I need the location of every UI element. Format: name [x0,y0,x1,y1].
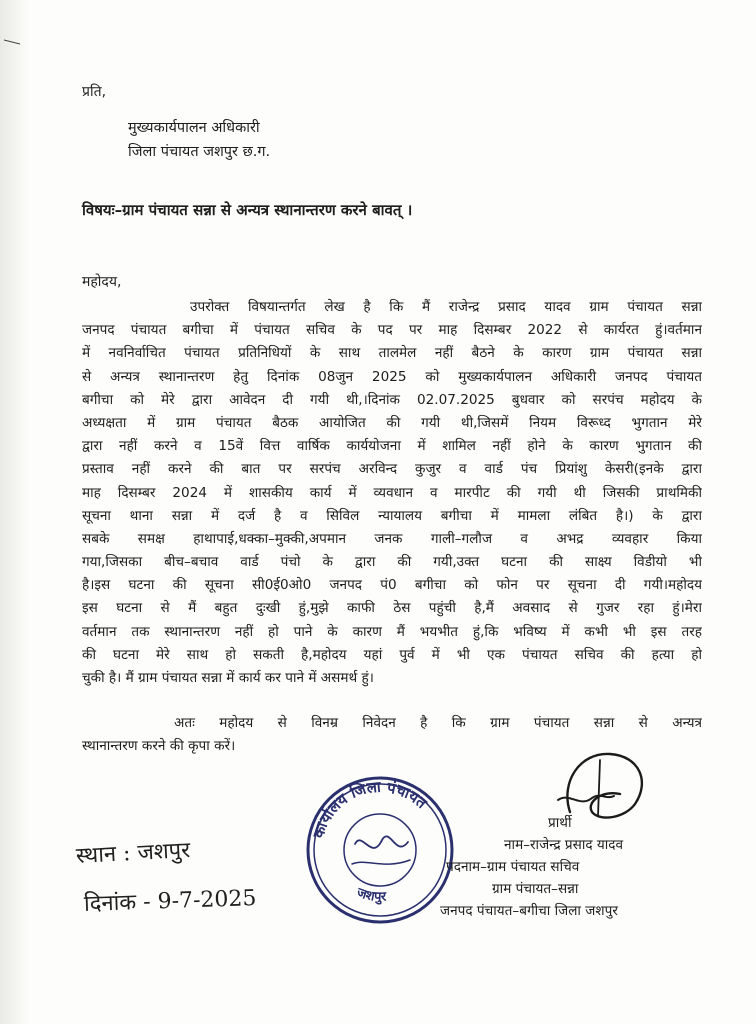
body-line: माह दिसम्बर 2024 में शासकीय कार्य में व्यवधान व मारपीट की गयी थी जिसकी प्राथमिकी [82,484,702,501]
paper-shadow [0,0,30,1024]
request-line: अतः महोदय से विनम्र निवेदन है कि ग्राम पंचायत सन्ना से अन्यत्र [174,715,702,731]
body-line: इस घटना से मैं बहुत दुःखी हुं,मुझे काफी ठेस पहुंची है,मैं अवसाद से गुजर रहा हुं।मेरा [82,600,702,617]
body-line: द्वारा नहीं करने व 15वें वित्त वार्षिक कार्ययोजना में शामिल नहीं होने के कारण भुगतान की [82,438,702,455]
subject-line: विषयः–ग्राम पंचायत सन्ना से अन्यत्र स्थानान्तरण करने बावत् । [82,201,413,219]
applicant-panchayat: ग्राम पंचायत–सन्ना [492,881,579,897]
applicant-label: प्रार्थी [548,815,572,831]
body-line: वर्तमान तक स्थानान्तरण नहीं हो पाने के कारण मैं भयभीत हुं,कि भविष्य में कभी भी इस तरह [82,623,702,640]
body-line: सूचना थाना सन्ना में दर्ज है व सिविल न्यायालय बगीचा में मामला लंबित है।) के द्वारा [82,507,702,524]
handwritten-date: दिनांक - 9-7-2025 [83,885,257,917]
svg-text:कार्यालय जिला पंचायत: कार्यालय जिला पंचायत [309,777,431,841]
body-line: की घटना मेरे साथ हो सकती है,महोदय यहां पुर्व में भी एक पंचायत सचिव की हत्या हो [82,646,702,663]
applicant-designation: पदनाम–ग्राम पंचायत सचिव [446,859,580,875]
body-line: है।इस घटना की सूचना सी0ई0ओ0 जनपद पं0 बगीचा को फोन पर सूचना दी गयी।महोदय [82,577,702,594]
body-line: में नवनिर्वाचित पंचायत प्रतिनिधियों के साथ तालमेल नहीं बैठने के कारण ग्राम पंचायत सन्ना [82,345,702,362]
applicant-name: नाम–राजेन्द्र प्रसाद यादव [504,837,624,853]
body-line: चुकी है। मैं ग्राम पंचायत सन्ना में कार्य कर पाने में असमर्थ हुं। [82,670,374,686]
letter-body [82,296,702,690]
body-line: गया,जिसका बीच–बचाव वार्ड पंचो के द्वारा की गयी,उक्त घटना की साक्ष्य विडीयो भी [82,554,702,571]
svg-text:जशपुर: जशपुर [354,885,387,905]
addressee-to-label: प्रति, [82,84,107,100]
applicant-district: जनपद पंचायत–बगीचा जिला जशपुर [440,903,618,919]
body-line: जनपद पंचायत बगीचा में पंचायत सचिव के पद पर माह दिसम्बर 2022 से कार्यरत हुं।वर्तमान [82,322,702,339]
office-seal [300,770,460,930]
salutation: महोदय, [82,274,122,290]
addressee-designation: मुख्यकार्यपालन अधिकारी [128,120,260,136]
body-line: बगीचा को मेरे द्वारा आवेदन दी गयी थी,।दिनांक 02.07.2025 बुधवार को सरपंच महोदय के [82,391,702,408]
body-line: अध्यक्षता में ग्राम पंचायत बैठक आयोजित की गयी थी,जिसमें नियम विरूध्द भुगतान मेरे [82,414,702,431]
body-line: से अन्यत्र स्थानान्तरण हेतु दिनांक 08जुन 2025 को मुख्यकार्यपालन अधिकारी जनपद पंचायत [82,368,702,385]
addressee-office: जिला पंचायत जशपुर छ.ग. [128,144,271,160]
signature-block [440,812,710,922]
body-line: सबके समक्ष हाथापाई,धक्का–मुक्की,अपमान जनक गाली–गलौज व अभद्र व्यवहार किया [82,530,702,547]
body-line: प्रस्ताव नहीं करने की बात पर सरपंच अरविन्द कुजुर व वार्ड पंच प्रियांशु केसरी(इनके द्वारा [82,461,702,478]
body-line: उपरोक्त विषयान्तर्गत लेख है कि मैं राजेन्द्र प्रसाद यादव ग्राम पंचायत सन्ना [190,299,702,315]
handwritten-place: स्थान : जशपुर [75,838,191,869]
request-line: स्थानान्तरण करने की कृपा करें। [82,738,236,755]
